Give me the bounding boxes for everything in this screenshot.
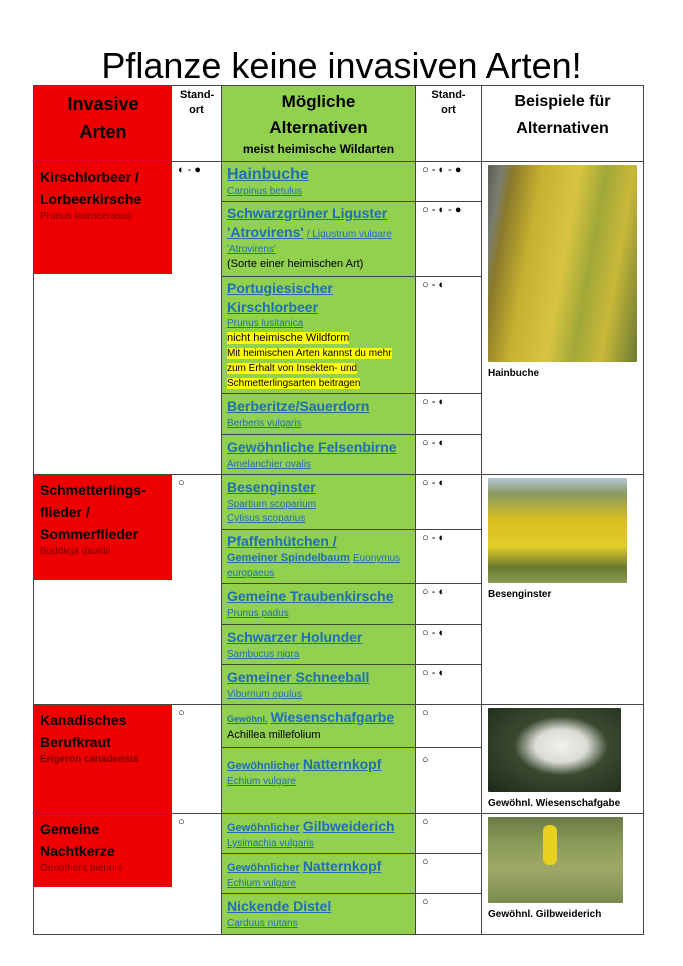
alt-sci-link[interactable]: Echium vulgare: [227, 776, 296, 787]
alternatives-list: [222, 705, 482, 813]
invasive-nachtkerze: [34, 814, 172, 887]
alt-name-link[interactable]: Hainbuche: [227, 166, 309, 183]
alternative-besenginster[interactable]: [222, 475, 416, 529]
alt-row: [222, 162, 481, 202]
example-cell: [482, 814, 643, 934]
alternative-holunder[interactable]: [222, 625, 416, 664]
alt-standort: ○: [422, 856, 429, 868]
invasive-name: Gemeine Nachtkerze: [40, 821, 115, 859]
caption-gilbweiderich: Gewöhnl. Gilbweiderich: [488, 909, 602, 920]
page-title: Pflanze keine invasiven Arten!: [101, 45, 582, 86]
header-examples: Beispiele für Alternativen: [514, 93, 611, 137]
alt-name-link[interactable]: Gewöhnlicher: [227, 822, 300, 834]
alt-sci-link[interactable]: Spartium scoparium: [227, 499, 316, 510]
alternative-traubenkirsche[interactable]: [222, 584, 416, 624]
alt-sci-link[interactable]: Lysimachia vulgaris: [227, 838, 314, 849]
alternative-distel[interactable]: [222, 894, 416, 934]
alt-standort: ○ - ◐: [422, 279, 446, 291]
alt-sci-link[interactable]: Euonymus europaeus: [227, 553, 401, 579]
alt-standort: ○: [422, 816, 429, 828]
example-cell: [482, 705, 643, 813]
invasive-sci: Erigeron canadensis: [40, 754, 139, 765]
invasive-standort: ○: [172, 814, 222, 934]
header-alternatives-title: Mögliche Alternativen: [269, 92, 368, 137]
invasive-standort: ◐ - ●: [172, 162, 222, 474]
example-cell: [482, 475, 643, 704]
alternatives-list: [222, 475, 482, 704]
alt-row: [222, 277, 481, 394]
invasive-name: Schmetterlings-flieder / Sommerflieder: [40, 482, 146, 542]
alt-name-link[interactable]: Wiesenschafgarbe: [270, 709, 395, 725]
alt-name-link[interactable]: Gewöhnliche Felsenbirne: [227, 439, 397, 455]
alt-sci-link[interactable]: Sambucus nigra: [227, 649, 300, 660]
alternatives-list: [222, 162, 482, 474]
invasive-kirschlorbeer: [34, 162, 172, 274]
alt-name-link[interactable]: Portugiesischer Kirschlorbeer: [227, 280, 333, 315]
caption-hainbuche: Hainbuche: [488, 368, 540, 379]
alt-row: [222, 748, 481, 813]
alt-row: [222, 814, 481, 854]
alt-row: [222, 202, 481, 277]
alt-row: [222, 394, 481, 435]
invasive-name: Kanadisches Berufkraut: [40, 712, 127, 750]
alt-standort: ○: [422, 754, 429, 766]
example-cell: [482, 162, 643, 474]
alternative-schneeball[interactable]: [222, 665, 416, 704]
caption-wiesenschafgarbe: Gewöhnl. Wiesenschafgabe: [488, 798, 621, 809]
alt-row: [222, 530, 481, 584]
alt-note: (Sorte einer heimischen Art): [227, 258, 364, 270]
alt-name-link[interactable]: Besenginster: [227, 479, 316, 495]
alt-standort: ○ - ◐: [422, 477, 446, 489]
alt-sci-link[interactable]: Berberis vulgaris: [227, 418, 302, 429]
alt-name-link[interactable]: Natternkopf: [302, 756, 382, 772]
alt-sci-link[interactable]: Prunus lusitanica: [227, 318, 304, 329]
alt-row: [222, 625, 481, 665]
photo-besenginster: [488, 478, 627, 583]
alternative-natternkopf[interactable]: [222, 748, 416, 813]
alt-name-link[interactable]: Gewöhnl.: [227, 714, 268, 724]
alt-standort: ○: [422, 707, 429, 719]
photo-gilbweiderich: [488, 817, 623, 903]
header-alternatives: [222, 86, 416, 161]
alt-standort: ○ - ◐ - ●: [422, 204, 462, 216]
alt-name-link[interactable]: Schwarzgrüner Liguster 'Atrovirens': [227, 205, 388, 240]
header-standort-2: Stand-ort: [416, 86, 482, 161]
alt-sci-link[interactable]: / Ligustrum vulgare 'Atrovirens': [227, 229, 392, 255]
alternative-felsenbirne[interactable]: [222, 435, 416, 474]
alt-name-link[interactable]: Gemeine Traubenkirsche: [227, 588, 394, 604]
alt-name-link[interactable]: Gewöhnlicher: [227, 862, 300, 874]
alternative-natternkopf-2[interactable]: [222, 854, 416, 893]
invasive-standort: ○: [172, 475, 222, 704]
alt-standort: ○ - ◐: [422, 667, 446, 679]
alt-sci-link[interactable]: Carpinus betulus: [227, 186, 303, 197]
alt-name-link[interactable]: Gilbweiderich: [302, 818, 395, 834]
alternative-berberitze[interactable]: [222, 394, 416, 434]
header-invasive: Invasive Arten: [34, 86, 172, 161]
group-kirschlorbeer: [34, 162, 643, 475]
alt-row: [222, 854, 481, 894]
alt-name-link[interactable]: Schwarzer Holunder: [227, 629, 363, 645]
invasive-standort: ○: [172, 705, 222, 813]
alternative-portug-kirschlorbeer[interactable]: [222, 277, 416, 393]
photo-wiesenschafgarbe: [488, 708, 621, 792]
alt-name-link[interactable]: Nickende Distel: [227, 898, 332, 914]
alternative-schafgarbe[interactable]: [222, 705, 416, 747]
alt-row: [222, 665, 481, 704]
header-row: [34, 86, 643, 162]
alt-name-link[interactable]: Natternkopf: [302, 858, 382, 874]
photo-hainbuche: [488, 165, 637, 362]
alt-sci-link[interactable]: Amelanchier ovalis: [227, 459, 311, 470]
alt-name-link[interactable]: Berberitze/Sauerdorn: [227, 398, 370, 414]
alt-name-link[interactable]: Pfaffenhütchen /: [227, 533, 337, 549]
alternative-hainbuche[interactable]: [222, 162, 416, 201]
alternatives-list: [222, 814, 482, 934]
header-standort-1: Stand-ort: [172, 86, 222, 161]
group-berufkraut: [34, 705, 643, 814]
invasive-sci: Prunus laurocerasus: [40, 211, 132, 222]
highlight-note: nicht heimische Wildform: [227, 332, 350, 344]
alt-sci-link[interactable]: Viburnum opulus: [227, 689, 302, 700]
invasive-name: Kirschlorbeer / Lorbeerkirsche: [40, 169, 142, 207]
invasive-sci: Buddleja davidii: [40, 546, 111, 557]
alt-row: [222, 475, 481, 530]
alt-sci-link[interactable]: Prunus padus: [227, 608, 289, 619]
alt-standort: ○ - ◐: [422, 532, 446, 544]
flower-shape: [543, 825, 557, 865]
alt-standort: ○ - ◐: [422, 396, 446, 408]
header-alternatives-sub: meist heimische Wildarten: [242, 142, 395, 156]
alt-row: [222, 894, 481, 934]
alt-sci-link[interactable]: Carduus nutans: [227, 918, 298, 929]
alt-standort: ○ - ◐: [422, 627, 446, 639]
highlight-note: Mit heimischen Arten kannst du mehr zum Erhalt von Insekten- und Schmetterlingsarten beitragen: [227, 348, 392, 389]
group-nachtkerze: [34, 814, 643, 934]
alt-row: [222, 705, 481, 748]
invasive-berufkraut: [34, 705, 172, 813]
invasive-sci: Oenothera biennis: [40, 863, 122, 874]
alt-standort: ○ - ◐: [422, 586, 446, 598]
alternative-pfaffenhuetchen[interactable]: [222, 530, 416, 583]
alt-row: [222, 435, 481, 474]
alt-name-link[interactable]: Gemeiner Spindelbaum: [227, 552, 350, 564]
comparison-table: [33, 85, 644, 935]
caption-besenginster: Besenginster: [488, 589, 552, 600]
invasive-sommerflieder: [34, 475, 172, 580]
alternative-gilbweiderich[interactable]: [222, 814, 416, 853]
alt-sci-link[interactable]: Cytisus scoparius: [227, 513, 306, 524]
alt-standort: ○ - ◐ - ●: [422, 164, 462, 176]
alt-row: [222, 584, 481, 625]
alt-sci-link[interactable]: Echium vulgare: [227, 878, 296, 889]
alternative-liguster[interactable]: [222, 202, 416, 276]
alt-standort: ○ - ◐: [422, 437, 446, 449]
alt-name-link[interactable]: Gemeiner Schneeball: [227, 669, 370, 685]
group-sommerflieder: [34, 475, 643, 705]
alt-standort: ○: [422, 896, 429, 908]
alt-sci: Achillea millefolium: [227, 729, 321, 741]
alt-name-link[interactable]: Gewöhnlicher: [227, 760, 300, 772]
